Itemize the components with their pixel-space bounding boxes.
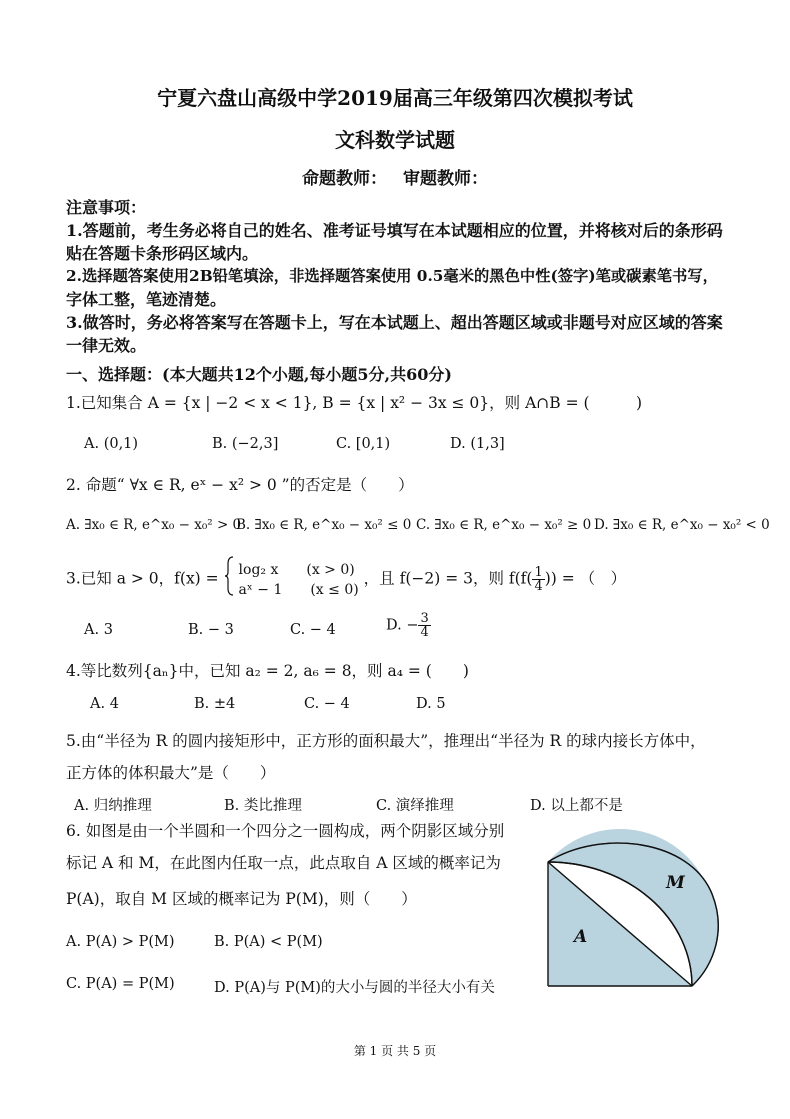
case-2: aˣ − 1 (x ≤ 0) [238, 581, 359, 598]
option-c: C. 演绎推理 [376, 798, 454, 814]
option-c: C. P(A) = P(M) [66, 976, 175, 992]
question-3-stem [66, 556, 626, 603]
option-b: B. − 3 [188, 622, 234, 638]
setter-label: 命题教师： [302, 169, 387, 189]
piecewise-brace [224, 556, 234, 603]
q3-stem-a: 3.已知 a > 0，f(x) = [66, 569, 219, 588]
question-6-figure [540, 824, 726, 1000]
question-4-stem: 4.等比数列{aₙ}中，已知 a₂ = 2, a₆ = 8，则 a₄ = ( ) [66, 662, 469, 680]
option-a: A. 3 [84, 622, 113, 638]
exam-title: 宁夏六盘山高级中学2019届高三年级第四次模拟考试 [157, 86, 633, 110]
option-d: D. P(A)与 P(M)的大小与圆的半径大小有关 [214, 980, 495, 996]
fraction-numerator: 1 [534, 565, 543, 580]
q3-stem-b: ，且 f(−2) = 3，则 f(f( [363, 569, 533, 588]
question-6-stem-line-1: 6. 如图是由一个半圆和一个四分之一圆构成，两个阴影区域分别 [66, 822, 505, 840]
option-b: B. ±4 [194, 696, 236, 712]
note-line: 2.选择题答案使用2B铅笔填涂，非选择题答案使用 0.5毫米的黑色中性(签字)笔或碳素笔书写， [66, 267, 718, 285]
option-d: D. ∃x₀ ∈ R, e^x₀ − x₀² < 0 [594, 517, 770, 533]
question-5-stem-line-2: 正方体的体积最大”是（ ） [66, 764, 276, 782]
fraction-denominator: 4 [534, 579, 543, 594]
teacher-line [0, 164, 790, 189]
fraction-numerator: 3 [420, 611, 429, 626]
option-a: A. P(A) > P(M) [66, 934, 175, 950]
option-c: C. [0,1) [336, 436, 391, 452]
note-line: 字体工整，笔迹清楚。 [66, 290, 227, 309]
option-b: B. ∃x₀ ∈ R, e^x₀ − x₀² ≤ 0 [236, 517, 412, 533]
option-a: A. 4 [90, 696, 119, 712]
question-2-stem: 2. 命题“ ∀x ∈ R, eˣ − x² > 0 ”的否定是（ ） [66, 476, 414, 494]
option-b: B. P(A) < P(M) [214, 934, 323, 950]
fraction-denominator: 4 [420, 625, 429, 640]
label-m: M [666, 873, 685, 893]
option-d-fraction [418, 612, 430, 639]
label-a: A [574, 927, 588, 947]
option-d: D. 5 [416, 696, 446, 712]
option-a: A. 归纳推理 [74, 798, 152, 814]
option-c: C. ∃x₀ ∈ R, e^x₀ − x₀² ≥ 0 [416, 517, 592, 533]
option-d: D. (1,3] [450, 436, 505, 452]
note-line: 3.做答时，务必将答案写在答题卡上，写在本试题上、超出答题区域或非题号对应区域的答案 [66, 313, 723, 332]
notes-heading: 注意事项： [66, 198, 147, 217]
option-b: B. (−2,3] [212, 436, 279, 452]
option-d-label: D. − [386, 617, 419, 634]
fraction [532, 566, 544, 593]
option-b: B. 类比推理 [224, 798, 302, 814]
notes-block [66, 196, 746, 357]
option-a: A. (0,1) [84, 436, 139, 452]
exam-subtitle: 文科数学试题 [335, 128, 455, 152]
question-6-stem-line-2: 标记 A 和 M，在此图内任取一点，此点取自 A 区域的概率记为 [66, 854, 501, 872]
question-1-stem: 1.已知集合 A = {x | −2 < x < 1}, B = {x | x² − 3x ≤ 0}，则 A∩B = ( ) [66, 394, 643, 412]
semicircle-quarter-circle-diagram [540, 824, 726, 996]
case-1: log₂ x (x > 0) [238, 561, 355, 578]
question-5-stem-line-1: 5.由“半径为 R 的圆内接矩形中，正方形的面积最大”，推理出“半径为 R 的球内接长方体中， [66, 732, 706, 750]
option-c: C. − 4 [290, 622, 336, 638]
option-a: A. ∃x₀ ∈ R, e^x₀ − x₀² > 0 [66, 517, 242, 533]
piecewise-cases [239, 560, 359, 600]
option-d: D. 以上都不是 [530, 798, 623, 814]
q3-stem-c: )) = （ ） [544, 569, 627, 588]
option-c: C. − 4 [304, 696, 350, 712]
page-footer: 第 1 页 共 5 页 [353, 1044, 437, 1058]
reviewer-label: 审题教师： [403, 169, 488, 189]
note-line: 一律无效。 [66, 336, 147, 355]
question-6-stem-line-3: P(A)，取自 M 区域的概率记为 P(M)，则（ ） [66, 890, 417, 908]
option-d [386, 612, 431, 639]
brace-icon [224, 556, 234, 596]
note-line: 1.答题前，考生务必将自己的姓名、准考证号填写在本试题相应的位置，并将核对后的条形码 [66, 221, 723, 240]
section-heading: 一、选择题：(本大题共12个小题,每小题5分,共60分) [66, 365, 452, 384]
note-line: 贴在答题卡条形码区域内。 [66, 244, 259, 263]
